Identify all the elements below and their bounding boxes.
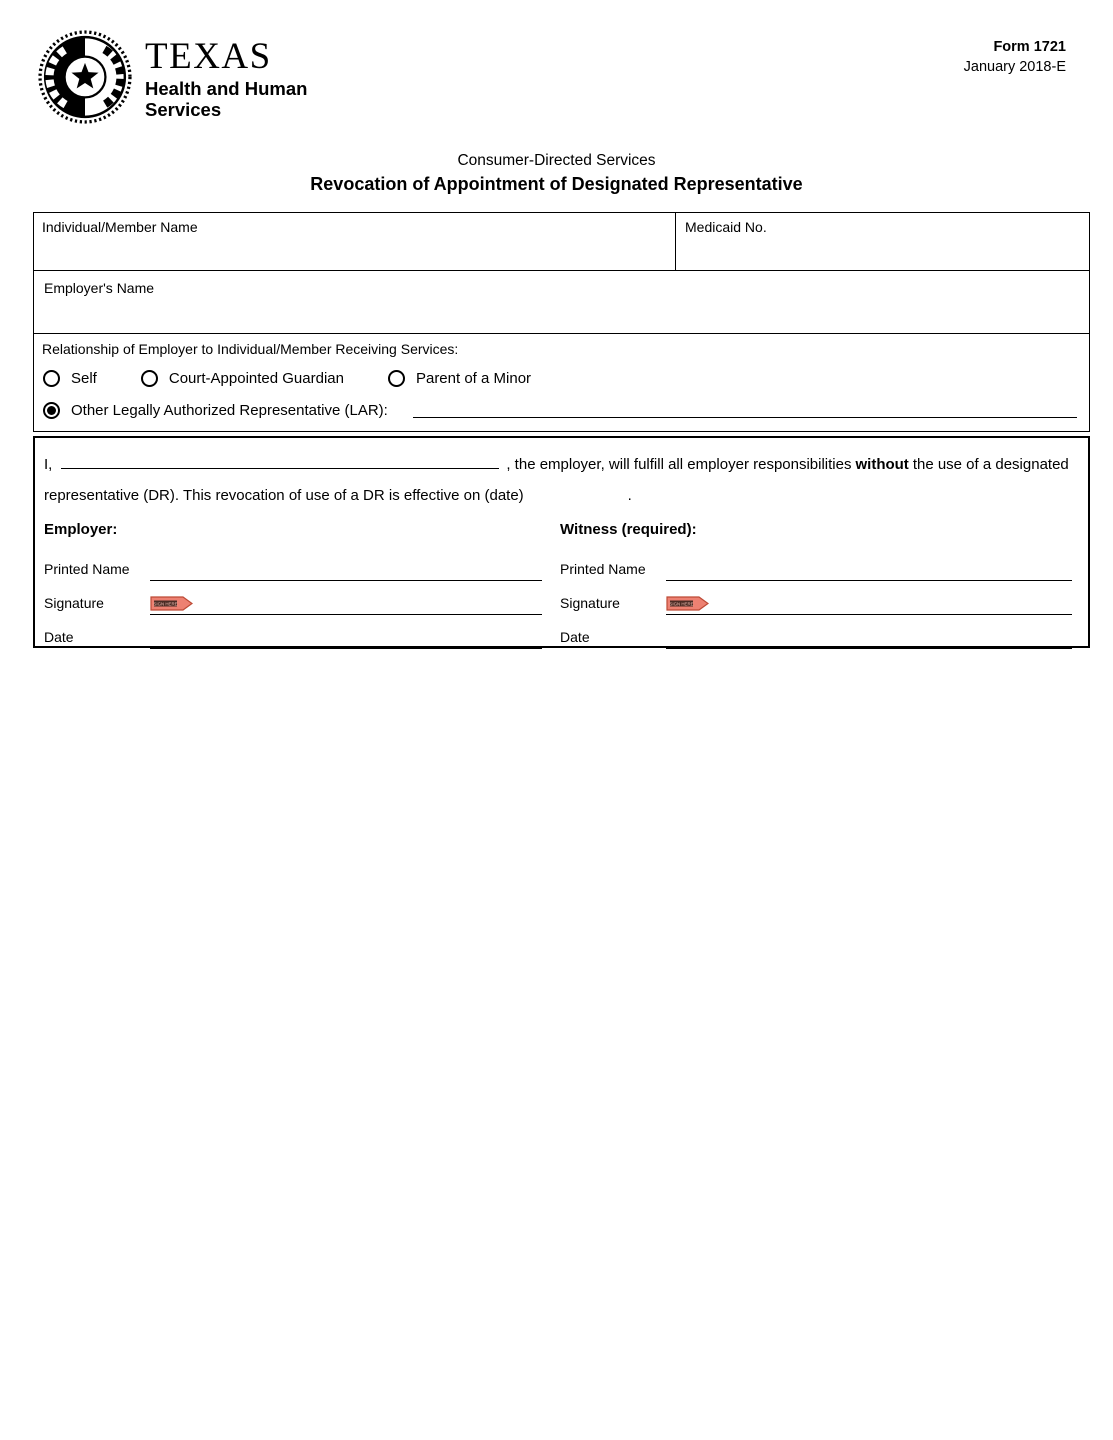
signature-grid <box>44 521 1074 649</box>
employer-signature-row <box>44 581 544 615</box>
individual-member-name-field[interactable] <box>34 213 676 270</box>
logo-brand-text: TEXAS <box>145 36 272 78</box>
employer-name-label: Employer's Name <box>44 280 155 296</box>
employer-name-blank[interactable] <box>61 455 499 469</box>
radio-parent-of-minor[interactable] <box>388 370 531 387</box>
relationship-section <box>34 334 1089 431</box>
hhs-logo <box>38 30 307 129</box>
witness-signature-row <box>560 581 1074 615</box>
employer-signature-line[interactable] <box>150 592 542 615</box>
individual-member-name-label: Individual/Member Name <box>42 219 198 235</box>
medicaid-no-field[interactable] <box>676 213 1089 270</box>
witness-signature-line[interactable] <box>666 592 1072 615</box>
date-label: Date <box>560 629 590 645</box>
employer-name-field[interactable] <box>34 271 1089 334</box>
texas-hhs-seal-icon <box>38 30 132 129</box>
radio-other-lar-label: Other Legally Authorized Representative (LAR): <box>71 402 388 419</box>
form-revision-date: January 2018-E <box>963 58 1066 75</box>
radio-other-lar[interactable] <box>43 402 388 419</box>
employer-printed-name-row <box>44 547 544 581</box>
signature-label: Signature <box>560 595 620 611</box>
form-number: Form 1721 <box>993 39 1066 55</box>
statement-paragraph: I, , the employer, will fulfill all employer responsibilities without the use of a designated representative (DR). This revocation of use of a DR is effective on (date) . <box>44 456 1069 504</box>
radio-button-icon[interactable] <box>43 402 60 419</box>
witness-printed-name-line[interactable] <box>666 558 1072 581</box>
svg-text:SIGN HERE: SIGN HERE <box>669 601 694 607</box>
info-table <box>33 212 1090 432</box>
signature-label: Signature <box>44 595 104 611</box>
form-subtitle: Consumer-Directed Services <box>457 152 656 169</box>
table-row <box>34 213 1089 271</box>
witness-section-heading: Witness (required): <box>560 521 697 538</box>
form-title: Revocation of Appointment of Designated Representative <box>310 174 803 194</box>
svg-text:SIGN HERE: SIGN HERE <box>153 601 178 607</box>
employer-printed-name-line[interactable] <box>150 558 542 581</box>
witness-date-row <box>560 615 1074 649</box>
printed-name-label: Printed Name <box>560 561 646 577</box>
witness-signature-section <box>560 521 1074 649</box>
radio-parent-of-minor-label: Parent of a Minor <box>415 370 532 387</box>
radio-self-label: Self <box>71 370 97 387</box>
radio-button-icon[interactable] <box>141 370 158 387</box>
radio-button-icon[interactable] <box>388 370 405 387</box>
radio-button-icon[interactable] <box>43 370 60 387</box>
witness-printed-name-row <box>560 547 1074 581</box>
printed-name-label: Printed Name <box>44 561 130 577</box>
sign-here-flag-icon <box>666 596 709 611</box>
employer-date-line[interactable] <box>150 626 542 649</box>
witness-date-line[interactable] <box>666 626 1072 649</box>
sign-here-flag-icon <box>150 596 193 611</box>
radio-self[interactable] <box>43 370 97 387</box>
statement-box <box>33 436 1090 648</box>
employer-section-heading: Employer: <box>44 521 118 538</box>
employer-date-row <box>44 615 544 649</box>
radio-court-appointed-guardian-label: Court-Appointed Guardian <box>168 370 344 387</box>
lar-other-input-line[interactable] <box>413 403 1077 418</box>
radio-court-appointed-guardian[interactable] <box>141 370 344 387</box>
title-block <box>0 152 1113 195</box>
relationship-label: Relationship of Employer to Individual/Member Receiving Services: <box>42 341 459 357</box>
date-label: Date <box>44 629 74 645</box>
medicaid-no-label: Medicaid No. <box>685 219 767 235</box>
employer-signature-section <box>44 521 544 649</box>
logo-subtitle-text: Health and Human Services <box>145 78 308 120</box>
form-info <box>964 38 1066 77</box>
